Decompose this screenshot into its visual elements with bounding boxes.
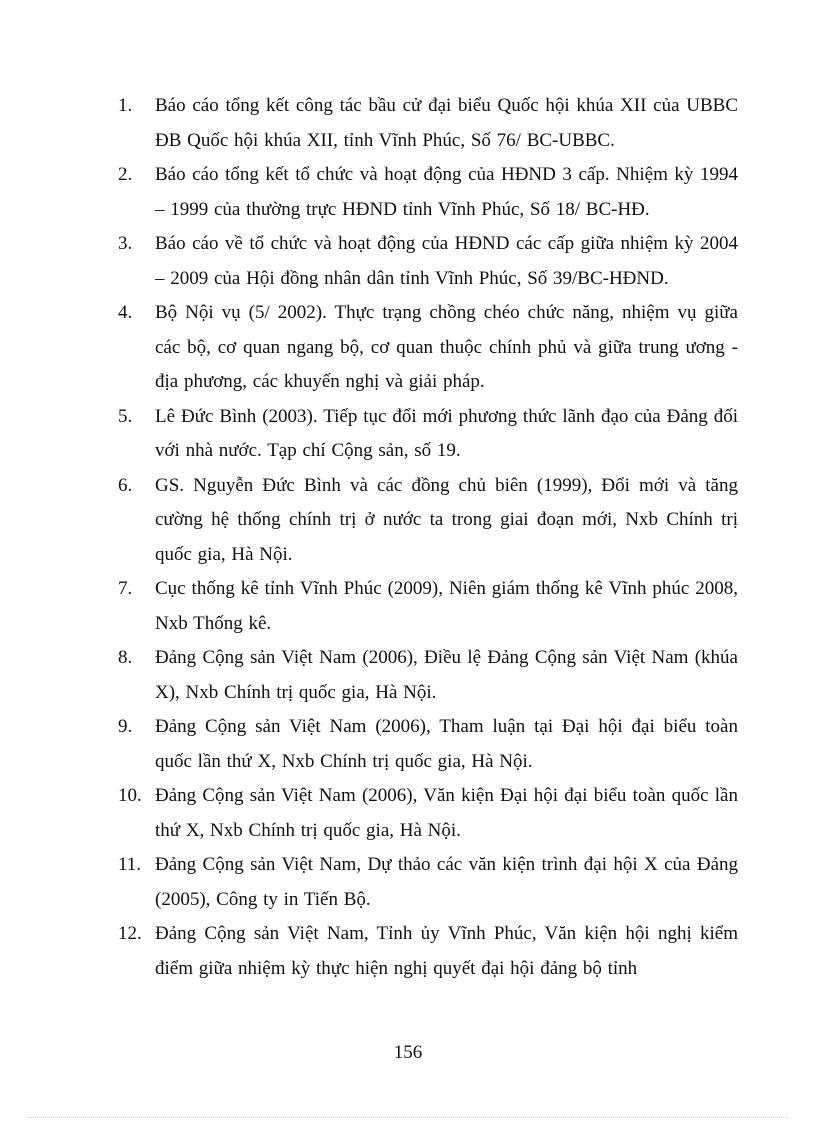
reference-item (118, 917, 738, 986)
reference-number: 8. (118, 647, 133, 668)
reference-text: Báo cáo tổng kết công tác bầu cử đại biểu Quốc hội khúa XII của UBBC ĐB Quốc hội khúa XII, tỉnh Vĩnh Phúc, Số 76/ BC-UBBC. (155, 95, 738, 151)
reference-text: Báo cáo tổng kết tổ chức và hoạt động của HĐND 3 cấp. Nhiệm kỳ 1994 – 1999 của thường trực HĐND tỉnh Vĩnh Phúc, Số 18/ BC-HĐ. (155, 164, 738, 220)
reference-item (118, 710, 738, 779)
reference-item (118, 158, 738, 227)
reference-item (118, 572, 738, 641)
reference-list (118, 89, 738, 986)
reference-text: Báo cáo về tổ chức và hoạt động của HĐND các cấp giữa nhiệm kỳ 2004 – 2009 của Hội đồng nhân dân tỉnh Vĩnh Phúc, Số 39/BC-HĐND. (155, 233, 738, 289)
reference-text: GS. Nguyễn Đức Bình và các đồng chủ biên (1999), Đổi mới và tăng cường hệ thống chính trị ở nước ta trong giai đoạn mới, Nxb Chính trị quốc gia, Hà Nội. (155, 474, 738, 565)
reference-number: 10. (118, 785, 142, 806)
reference-text: Đảng Cộng sản Việt Nam, Tỉnh ủy Vĩnh Phúc, Văn kiện hội nghị kiểm điểm giữa nhiệm kỳ thực hiện nghị quyết đại hội đảng bộ tỉnh (155, 923, 738, 979)
reference-text: Lê Đức Bình (2003). Tiếp tục đổi mới phương thức lãnh đạo của Đảng đối với nhà nước. Tạp chí Cộng sản, số 19. (155, 405, 738, 461)
reference-number: 4. (118, 302, 133, 323)
reference-text: Bộ Nội vụ (5/ 2002). Thực trạng chồng chéo chức năng, nhiệm vụ giữa các bộ, cơ quan ngang bộ, cơ quan thuộc chính phủ và giữa trung ương - địa phương, các khuyến nghị và giải pháp. (155, 302, 738, 392)
reference-number: 9. (118, 716, 133, 737)
page-bottom-divider (28, 1117, 788, 1118)
page-number: 156 (393, 1042, 423, 1063)
reference-item (118, 641, 738, 710)
reference-item (118, 400, 738, 469)
reference-item (118, 296, 738, 400)
reference-item (118, 848, 738, 917)
reference-item (118, 469, 738, 573)
reference-text: Đảng Cộng sản Việt Nam (2006), Tham luận tại Đại hội đại biểu toàn quốc lần thứ X, Nxb Chính trị quốc gia, Hà Nội. (155, 716, 738, 772)
reference-number: 11. (118, 854, 142, 875)
reference-number: 1. (118, 95, 133, 116)
reference-text: Đảng Cộng sản Việt Nam (2006), Văn kiện Đại hội đại biểu toàn quốc lần thứ X, Nxb Chính trị quốc gia, Hà Nội. (155, 785, 738, 841)
reference-number: 6. (118, 474, 133, 496)
reference-number: 7. (118, 578, 133, 599)
reference-text: Đảng Cộng sản Việt Nam, Dự thảo các văn kiện trình đại hội X của Đảng (2005), Công ty in Tiến Bộ. (155, 854, 738, 910)
reference-item (118, 227, 738, 296)
reference-text: Cục thống kê tỉnh Vĩnh Phúc (2009), Niên giám thống kê Vĩnh phúc 2008, Nxb Thống kê. (155, 578, 738, 634)
reference-item (118, 89, 738, 158)
reference-item (118, 779, 738, 848)
reference-text: Đảng Cộng sản Việt Nam (2006), Điều lệ Đảng Cộng sản Việt Nam (khúa X), Nxb Chính trị quốc gia, Hà Nội. (155, 647, 738, 703)
reference-number: 2. (118, 164, 133, 185)
reference-number: 3. (118, 233, 133, 254)
reference-number: 5. (118, 405, 133, 427)
reference-number: 12. (118, 923, 142, 944)
